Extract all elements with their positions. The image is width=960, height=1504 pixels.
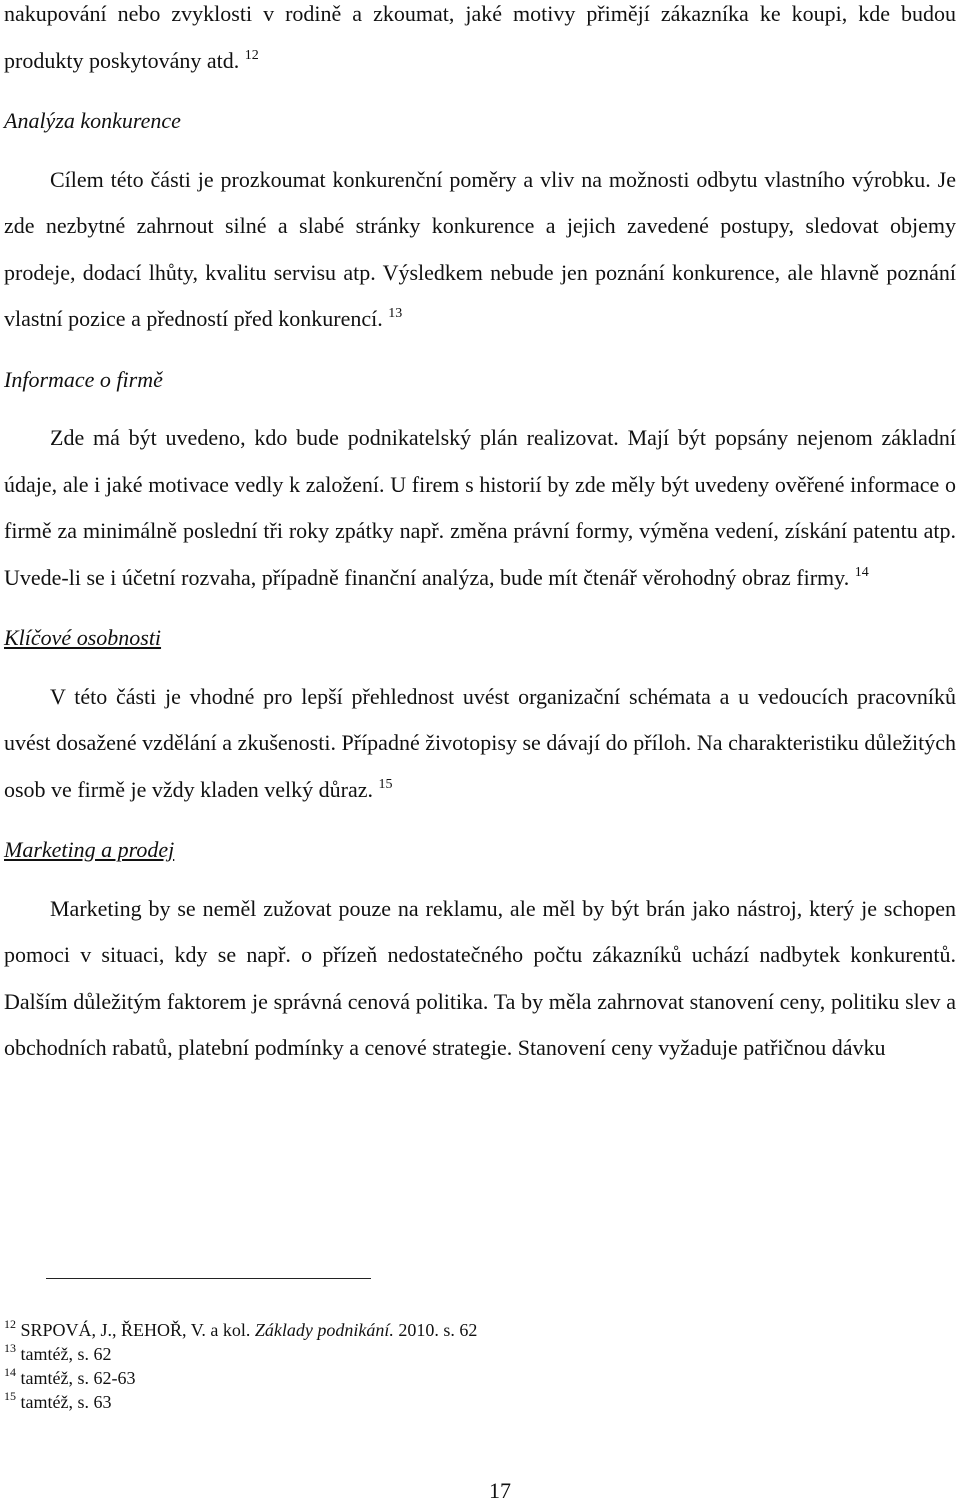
paragraph-marketing-a-prodej: Marketing by se neměl zužovat pouze na reklamu, ale měl by být brán jako nástroj, který je schopen pomoci v situaci, kdy se např. o přízeň nedostatečného počtu zákazníků uchází nadbytek konkurentů. Dalším důležitým faktorem je správná cenová politika. Ta by měla zahrnovat stanovení ceny, politiku slev a obchodních rabatů, platební podmínky a cenové strategie. Stanovení ceny vyžaduje patřičnou dávku — [4, 895, 956, 1060]
footnote-14: $^{14}$ tamtéž, s. 62-63 — [4, 1365, 136, 1388]
heading-klicove-osobnosti: Klíčové osobnosti — [4, 625, 162, 650]
footnote-ref: 15 — [378, 776, 393, 792]
footnotes — [4, 1318, 904, 1414]
footnote-15: $^{15}$ tamtéž, s. 63 — [4, 1389, 112, 1412]
heading-informace-o-firme: Informace o firmě — [4, 366, 163, 392]
document-page — [4, 0, 956, 1072]
heading-marketing-a-prodej: Marketing a prodej — [4, 837, 175, 862]
footnote-12: $^{12}$ SRPOVÁ, J., ŘEHOŘ, V. a kol. Základy podnikání. 2010. s. 62 — [4, 1317, 478, 1340]
footnote-13: $^{13}$ tamtéž, s. 62 — [4, 1341, 112, 1364]
paragraph-analyza-konkurence: Cílem této části je prozkoumat konkurenční poměry a vliv na možnosti odbytu vlastního výrobku. Je zde nezbytné zahrnout silné a slabé stránky konkurence a jejich zavedené postupy, sledovat objemy prodeje, dodací lhůty, kvalitu servisu atp. Výsledkem nebude jen poznání konkurence, ale hlavně poznání vlastní pozice a předností před konkurencí. $^{13}$ — [4, 166, 956, 331]
heading-analyza-konkurence: Analýza konkurence — [4, 108, 181, 133]
paragraph-klicove-osobnosti: V této části je vhodné pro lepší přehlednost uvést organizační schémata a u vedoucích pracovníků uvést dosažené vzdělání a zkušenosti. Případné životopisy se dávají do příloh. Na charakteristiku důležitých osob ve firmě je vždy kladen velký důraz. $^{15}$ — [4, 683, 956, 802]
paragraph-informace-o-firme: Zde má být uvedeno, kdo bude podnikatelský plán realizovat. Mají být popsány nejenom základní údaje, ale i jaké motivace vedly k založení. U firem s historií by zde měly být uvedeny ověřené informace o firmě za minimálně poslední tři roky zpátky např. změna právní formy, výměna vedení, získání patentu atp. Uvede-li se i účetní rozvaha, případně finanční analýza, bude mít čtenář věrohodný obraz firmy. $^{14}$ — [4, 425, 956, 590]
footnote-ref: 12 — [244, 47, 259, 63]
footnote-ref: 14 — [854, 564, 869, 580]
footnote-ref: 13 — [388, 306, 403, 321]
footnote-separator — [46, 1278, 371, 1279]
paragraph-continuation: nakupování nebo zvyklosti v rodině a zkoumat, jaké motivy přimějí zákazníka ke koupi, kde budou produkty poskytovány atd. $^{12}$ — [4, 1, 956, 73]
page-number: 17 — [489, 1478, 511, 1503]
